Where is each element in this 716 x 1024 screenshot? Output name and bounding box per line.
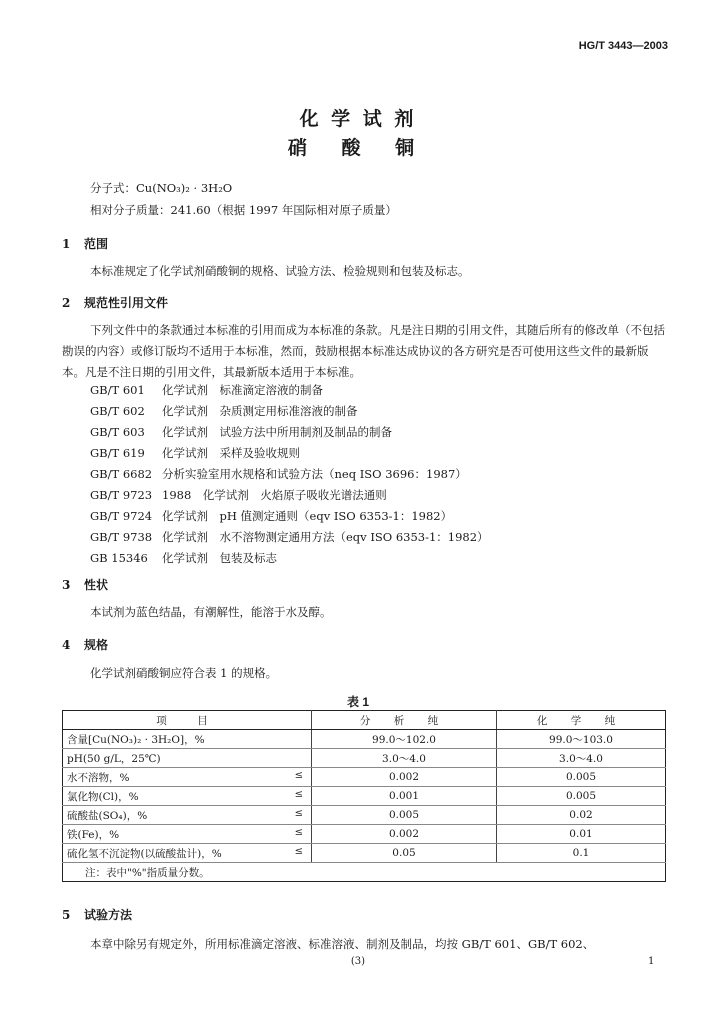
section-3-heading bbox=[62, 576, 108, 593]
reference-title: 化学试剂 水不溶物测定通用方法（eqv ISO 6353-1：1982） bbox=[162, 530, 489, 544]
reference-title: 化学试剂 标准滴定溶液的制备 bbox=[162, 383, 323, 397]
reference-title: 1988 化学试剂 火焰原子吸收光谱法通则 bbox=[162, 488, 387, 502]
reference-item bbox=[90, 508, 452, 524]
section-title: 规范性引用文件 bbox=[84, 296, 169, 310]
document-title-substance: 硝 酸 铜 bbox=[287, 137, 429, 159]
table-row bbox=[63, 787, 666, 806]
section-4-heading bbox=[62, 636, 108, 653]
reference-title: 化学试剂 采样及验收规则 bbox=[162, 446, 300, 460]
section-number: 3 bbox=[62, 578, 71, 592]
table-row bbox=[63, 825, 666, 844]
section-4-text: 化学试剂硝酸铜应符合表 1 的规格。 bbox=[90, 666, 278, 680]
item-wrap bbox=[67, 846, 307, 861]
item-wrap bbox=[67, 808, 307, 823]
cell-item bbox=[63, 844, 312, 863]
item-wrap bbox=[67, 770, 307, 785]
cell-analytical-reagent: 3.0～4.0 bbox=[312, 749, 497, 768]
cell-item bbox=[63, 749, 312, 768]
corner-mark: 1 bbox=[648, 956, 655, 967]
cell-chemical-pure: 3.0～4.0 bbox=[497, 749, 666, 768]
reference-title: 分析实验室用水规格和试验方法（neq ISO 3696：1987） bbox=[162, 467, 467, 481]
table-row bbox=[63, 730, 666, 749]
item-label: 铁(Fe)，% bbox=[67, 828, 120, 841]
cell-chemical-pure: 0.005 bbox=[497, 768, 666, 787]
cell-item bbox=[63, 787, 312, 806]
table-row bbox=[63, 844, 666, 863]
section-title: 范围 bbox=[84, 237, 109, 251]
reference-item bbox=[90, 466, 467, 482]
item-label: pH(50 g/L，25℃) bbox=[67, 752, 161, 765]
cell-chemical-pure: 0.005 bbox=[497, 787, 666, 806]
cell-item bbox=[63, 825, 312, 844]
cell-analytical-reagent: 0.001 bbox=[312, 787, 497, 806]
reference-item bbox=[90, 424, 392, 440]
table-note-row bbox=[63, 863, 666, 882]
standard-code: HG/T 3443—2003 bbox=[578, 40, 668, 52]
limit-mark: ≤ bbox=[294, 826, 303, 838]
item-wrap bbox=[67, 732, 307, 747]
item-label: 水不溶物，% bbox=[67, 771, 130, 784]
reference-title: 化学试剂 包装及标志 bbox=[162, 551, 277, 565]
section-2-paragraph: 下列文件中的条款通过本标准的引用而成为本标准的条款。凡是注日期的引用文件，其随后所有的修改单（不包括勘误的内容）或修订版均不适用于本标准，然而，鼓励根据本标准达成协议的各方研究是否可使用这些文件的最新版本。凡是不注日期的引用文件，其最新版本适用于本标准。 bbox=[62, 323, 665, 379]
cell-item bbox=[63, 806, 312, 825]
relative-molecular-mass: 相对分子质量：241.60（根据 1997 年国际相对原子质量） bbox=[90, 203, 397, 217]
molecular-formula: 分子式：Cu(NO₃)₂ · 3H₂O bbox=[90, 181, 233, 195]
reference-code: GB/T 6682 bbox=[90, 467, 153, 481]
item-wrap bbox=[67, 827, 307, 842]
cell-analytical-reagent: 0.002 bbox=[312, 768, 497, 787]
section-number: 2 bbox=[62, 296, 71, 310]
specification-table bbox=[62, 710, 666, 882]
reference-code: GB 15346 bbox=[90, 551, 148, 565]
reference-code: GB/T 9724 bbox=[90, 509, 153, 523]
limit-mark: ≤ bbox=[294, 807, 303, 819]
reference-item bbox=[90, 382, 323, 398]
item-label: 硫酸盐(SO₄)，% bbox=[67, 809, 148, 822]
table-row bbox=[63, 768, 666, 787]
cell-analytical-reagent: 0.005 bbox=[312, 806, 497, 825]
reference-item bbox=[90, 403, 358, 419]
section-number: 5 bbox=[62, 908, 71, 922]
reference-item bbox=[90, 487, 387, 503]
reference-title: 化学试剂 杂质测定用标准溶液的制备 bbox=[162, 404, 358, 418]
section-2-heading bbox=[62, 294, 168, 311]
item-label: 硫化氢不沉淀物(以硫酸盐计)，% bbox=[67, 847, 222, 860]
reference-title: 化学试剂 试验方法中所用制剂及制品的制备 bbox=[162, 425, 392, 439]
cell-chemical-pure: 0.1 bbox=[497, 844, 666, 863]
table-caption: 表 1 bbox=[346, 695, 369, 709]
reference-code: GB/T 9738 bbox=[90, 530, 153, 544]
document-title-category: 化 学 试 剂 bbox=[299, 108, 417, 130]
section-1-heading bbox=[62, 235, 108, 252]
item-wrap bbox=[67, 789, 307, 804]
reference-code: GB/T 619 bbox=[90, 446, 145, 460]
reference-code: GB/T 601 bbox=[90, 383, 145, 397]
section-title: 试验方法 bbox=[84, 908, 133, 922]
page-number: (3) bbox=[350, 956, 366, 967]
section-number: 4 bbox=[62, 638, 71, 652]
header-analytical-reagent: 分 析 纯 bbox=[312, 711, 497, 730]
cell-chemical-pure: 99.0～103.0 bbox=[497, 730, 666, 749]
header-chemical-pure: 化 学 纯 bbox=[497, 711, 666, 730]
section-title: 性状 bbox=[84, 578, 109, 592]
cell-item bbox=[63, 730, 312, 749]
table-row bbox=[63, 749, 666, 768]
reference-item bbox=[90, 445, 300, 461]
reference-code: GB/T 602 bbox=[90, 404, 145, 418]
item-label: 含量[Cu(NO₃)₂ · 3H₂O]，% bbox=[67, 733, 205, 746]
limit-mark: ≤ bbox=[294, 845, 303, 857]
limit-mark: ≤ bbox=[294, 769, 303, 781]
section-5-text: 本章中除另有规定外，所用标准滴定溶液、标准溶液、制剂及制品，均按 GB/T 601、GB/T 602、 bbox=[90, 937, 595, 951]
section-title: 规格 bbox=[84, 638, 109, 652]
cell-analytical-reagent: 0.05 bbox=[312, 844, 497, 863]
reference-item bbox=[90, 550, 277, 566]
reference-code: GB/T 603 bbox=[90, 425, 145, 439]
reference-code: GB/T 9723 bbox=[90, 488, 153, 502]
item-wrap bbox=[67, 751, 307, 766]
cell-analytical-reagent: 0.002 bbox=[312, 825, 497, 844]
section-number: 1 bbox=[62, 237, 71, 251]
table-row bbox=[63, 806, 666, 825]
reference-item bbox=[90, 529, 489, 545]
cell-chemical-pure: 0.02 bbox=[497, 806, 666, 825]
table-header-row bbox=[63, 711, 666, 730]
section-3-text: 本试剂为蓝色结晶，有潮解性，能溶于水及醇。 bbox=[90, 605, 332, 619]
table-note: 注：表中"%"指质量分数。 bbox=[63, 863, 666, 882]
section-1-text: 本标准规定了化学试剂硝酸铜的规格、试验方法、检验规则和包装及标志。 bbox=[90, 264, 470, 278]
item-label: 氯化物(Cl)，% bbox=[67, 790, 139, 803]
limit-mark: ≤ bbox=[294, 788, 303, 800]
section-5-heading bbox=[62, 906, 132, 923]
cell-chemical-pure: 0.01 bbox=[497, 825, 666, 844]
reference-title: 化学试剂 pH 值测定通则（eqv ISO 6353-1：1982） bbox=[162, 509, 453, 523]
header-item: 项 目 bbox=[63, 711, 312, 730]
cell-analytical-reagent: 99.0～102.0 bbox=[312, 730, 497, 749]
cell-item bbox=[63, 768, 312, 787]
